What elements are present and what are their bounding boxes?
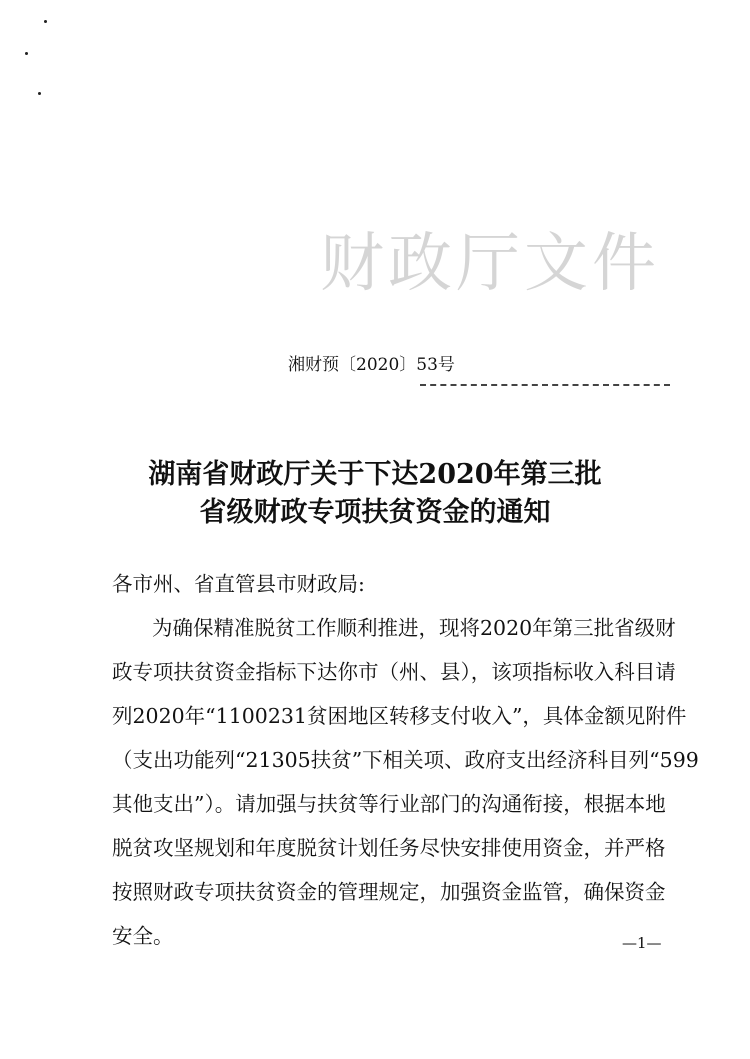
body-line: 为确保精准脱贫工作顺利推进，现将2020年第三批省级财 — [152, 616, 676, 640]
body-line: 政专项扶贫资金指标下达你市（州、县），该项指标收入科目请 — [112, 660, 676, 684]
body-line: 脱贫攻坚规划和年度脱贫计划任务尽快安排使用资金，并严格 — [112, 836, 666, 860]
document-title-line-2: 省级财政专项扶贫资金的通知 — [199, 497, 551, 528]
body-line: 按照财政专项扶贫资金的管理规定，加强资金监管，确保资金 — [112, 880, 666, 904]
body-line: 安全。 — [112, 924, 174, 948]
page-number: —1— — [622, 934, 662, 952]
body-line: 其他支出”）。请加强与扶贫等行业部门的沟通衔接，根据本地 — [112, 792, 666, 816]
document-title-line-1: 湖南省财政厅关于下达2020年第三批 — [148, 459, 602, 490]
scan-speck — [44, 20, 47, 23]
header-divider — [420, 384, 670, 386]
scan-speck — [38, 92, 41, 95]
salutation: 各市州、省直管县市财政局: — [112, 572, 365, 596]
body-line: 列2020年“1100231贫困地区转移支付收入”，具体金额见附件 — [112, 704, 687, 728]
document-number: 湘财预〔2020〕53号 — [288, 355, 455, 375]
scan-speck — [25, 52, 28, 55]
body-line: （支出功能列“21305扶贫”下相关项、政府支出经济科目列“599 — [112, 748, 699, 772]
faded-letterhead: 财政厅文件 — [320, 227, 660, 301]
